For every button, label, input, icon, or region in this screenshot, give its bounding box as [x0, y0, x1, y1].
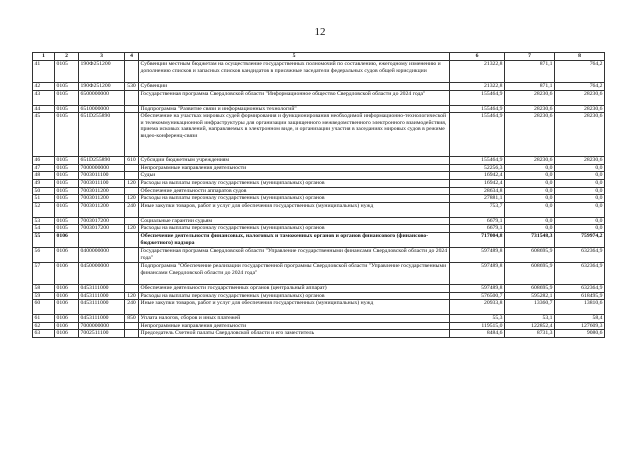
target-code: 7003011100	[79, 179, 125, 187]
amount-year-3: 632364,9	[555, 284, 605, 292]
amount-year-1: 8484,6	[450, 330, 505, 338]
expense-type-code: 120	[125, 292, 139, 300]
table-row	[33, 90, 605, 105]
amount-year-1: 753,7	[450, 202, 505, 217]
item-name: Непрограммные направления деятельности	[139, 164, 450, 172]
column-header: 7	[505, 53, 555, 61]
row-number: 55	[33, 232, 55, 247]
section-code: 0105	[55, 202, 79, 217]
row-number: 62	[33, 322, 55, 330]
item-name: Расходы на выплаты персоналу государственных (муниципальных) органов	[139, 292, 450, 300]
row-number: 58	[33, 284, 55, 292]
row-number: 47	[33, 164, 55, 172]
expense-type-code	[125, 187, 139, 195]
amount-year-2: 0,0	[505, 217, 555, 225]
table-row	[33, 113, 605, 157]
amount-year-2: 0,0	[505, 202, 555, 217]
section-code: 0105	[55, 90, 79, 105]
row-number: 52	[33, 202, 55, 217]
item-name: Обеспечение деятельности финансовых, налоговых и таможенных органов и органов финансового (финансово-бюджетного) надзора	[139, 232, 450, 247]
row-number: 63	[33, 330, 55, 338]
table-row	[33, 179, 605, 187]
amount-year-1: 16942,4	[450, 179, 505, 187]
column-header: 6	[450, 53, 505, 61]
amount-year-2: 28230,6	[505, 113, 555, 157]
expense-type-code	[125, 113, 139, 157]
item-name: Подпрограмма "Развитие связи и информационных технологий"	[139, 105, 450, 113]
expense-type-code: 120	[125, 195, 139, 203]
row-number: 51	[33, 195, 55, 203]
amount-year-1: 717004,8	[450, 232, 505, 247]
amount-year-1: 597489,8	[450, 284, 505, 292]
target-code: 0453111000	[79, 300, 125, 315]
item-name: Государственная программа Свердловской области "Управление государственными финансами Свердловской области до 2024 года"	[139, 247, 450, 262]
table-row	[33, 195, 605, 203]
amount-year-1: 27881,1	[450, 195, 505, 203]
row-number: 60	[33, 300, 55, 315]
amount-year-3: 127609,3	[555, 322, 605, 330]
expense-type-code: 610	[125, 157, 139, 165]
amount-year-1: 6679,1	[450, 225, 505, 233]
amount-year-1: 28634,8	[450, 187, 505, 195]
target-code: 0450000000	[79, 262, 125, 284]
amount-year-1: 155464,9	[450, 157, 505, 165]
row-number: 57	[33, 262, 55, 284]
section-code: 0106	[55, 247, 79, 262]
target-code: 7003011100	[79, 172, 125, 180]
expense-type-code: 120	[125, 225, 139, 233]
amount-year-3: 632364,9	[555, 247, 605, 262]
expense-type-code	[125, 105, 139, 113]
amount-year-1: 52256,3	[450, 164, 505, 172]
table-row	[33, 315, 605, 323]
page-number: 12	[314, 26, 326, 38]
target-code: 7002511100	[79, 330, 125, 338]
table-row	[33, 262, 605, 284]
amount-year-2: 28230,6	[505, 90, 555, 105]
row-number: 48	[33, 172, 55, 180]
row-number: 50	[33, 187, 55, 195]
amount-year-1: 20933,8	[450, 300, 505, 315]
expense-type-code	[125, 217, 139, 225]
section-code: 0106	[55, 300, 79, 315]
amount-year-3: 0,0	[555, 217, 605, 225]
section-code: 0106	[55, 292, 79, 300]
target-code: 6510000000	[79, 105, 125, 113]
row-number: 56	[33, 247, 55, 262]
amount-year-2: 0,0	[505, 187, 555, 195]
expense-type-code	[125, 172, 139, 180]
table-row	[33, 322, 605, 330]
target-code: 651D255890	[79, 157, 125, 165]
section-code: 0105	[55, 164, 79, 172]
table-row	[33, 247, 605, 262]
item-name: Иные закупки товаров, работ и услуг для обеспечения государственных (муниципальных) нужд	[139, 202, 450, 217]
amount-year-1: 119515,0	[450, 322, 505, 330]
amount-year-3: 0,0	[555, 187, 605, 195]
section-code: 0106	[55, 322, 79, 330]
target-code: 7003011200	[79, 202, 125, 217]
amount-year-3: 0,0	[555, 172, 605, 180]
amount-year-3: 0,0	[555, 195, 605, 203]
amount-year-2: 13360,7	[505, 300, 555, 315]
item-name: Подпрограмма "Обеспечение реализации государственной программы Свердловской области "Управление государственными финансами Свердловской области до 2024 года"	[139, 262, 450, 284]
target-code: 7003011200	[79, 187, 125, 195]
item-name: Субвенции местным бюджетам на осуществление государственных полномочий по составлению, ежегодному изменению и дополнению списков и запасных списков кандидатов в присяжные заседатели федеральных судов общей юрисдикции	[139, 61, 450, 83]
target-code: 7003017200	[79, 217, 125, 225]
table-row	[33, 61, 605, 83]
expense-type-code	[125, 247, 139, 262]
amount-year-1: 597489,8	[450, 262, 505, 284]
amount-year-1: 21322,8	[450, 61, 505, 83]
amount-year-2: 608695,9	[505, 284, 555, 292]
amount-year-3: 0,0	[555, 179, 605, 187]
section-code: 0106	[55, 232, 79, 247]
item-name: Непрограммные направления деятельности	[139, 322, 450, 330]
section-code: 0105	[55, 225, 79, 233]
expense-type-code: 530	[125, 83, 139, 91]
row-number: 44	[33, 105, 55, 113]
section-code: 0105	[55, 172, 79, 180]
expense-type-code: 120	[125, 179, 139, 187]
amount-year-3: 0,0	[555, 202, 605, 217]
table-row	[33, 172, 605, 180]
row-number: 45	[33, 113, 55, 157]
amount-year-2: 608695,9	[505, 262, 555, 284]
table-row	[33, 232, 605, 247]
target-code: 190Ф251200	[79, 83, 125, 91]
section-code: 0106	[55, 330, 79, 338]
amount-year-2: 731548,3	[505, 232, 555, 247]
item-name: Субсидии бюджетным учреждениям	[139, 157, 450, 165]
target-code: 0453111000	[79, 292, 125, 300]
budget-table	[32, 52, 605, 338]
table-row	[33, 330, 605, 338]
table-row	[33, 292, 605, 300]
row-number: 42	[33, 83, 55, 91]
expense-type-code	[125, 284, 139, 292]
item-name: Социальные гарантии судьям	[139, 217, 450, 225]
expense-type-code	[125, 330, 139, 338]
table-row	[33, 217, 605, 225]
table-row	[33, 105, 605, 113]
section-code: 0105	[55, 83, 79, 91]
amount-year-1: 155464,9	[450, 113, 505, 157]
item-name: Обеспечение деятельности аппаратов судов	[139, 187, 450, 195]
item-name: Расходы на выплаты персоналу государственных (муниципальных) органов	[139, 179, 450, 187]
target-code: 6500000000	[79, 90, 125, 105]
expense-type-code: 850	[125, 315, 139, 323]
table-row	[33, 83, 605, 91]
amount-year-2: 871,1	[505, 83, 555, 91]
expense-type-code: 240	[125, 202, 139, 217]
item-name: Расходы на выплаты персоналу государственных (муниципальных) органов	[139, 195, 450, 203]
table-row	[33, 225, 605, 233]
target-code: 0400000000	[79, 247, 125, 262]
target-code: 7000000000	[79, 164, 125, 172]
amount-year-1: 55,3	[450, 315, 505, 323]
amount-year-2: 0,0	[505, 179, 555, 187]
amount-year-3: 13810,6	[555, 300, 605, 315]
expense-type-code	[125, 164, 139, 172]
section-code: 0106	[55, 262, 79, 284]
amount-year-1: 155464,9	[450, 105, 505, 113]
item-name: Субвенции	[139, 83, 450, 91]
amount-year-3: 28230,6	[555, 105, 605, 113]
target-code: 7003011200	[79, 195, 125, 203]
amount-year-2: 28230,6	[505, 105, 555, 113]
amount-year-2: 871,1	[505, 61, 555, 83]
amount-year-1: 597489,8	[450, 247, 505, 262]
amount-year-2: 0,0	[505, 195, 555, 203]
amount-year-3: 28230,6	[555, 90, 605, 105]
expense-type-code	[125, 322, 139, 330]
item-name: Государственная программа Свердловской области "Информационное общество Свердловской области до 2024 года"	[139, 90, 450, 105]
target-code: 7000000000	[79, 322, 125, 330]
amount-year-2: 0,0	[505, 172, 555, 180]
expense-type-code	[125, 90, 139, 105]
row-number: 46	[33, 157, 55, 165]
column-header: 5	[139, 53, 450, 61]
amount-year-3: 28230,6	[555, 113, 605, 157]
section-code: 0105	[55, 187, 79, 195]
amount-year-3: 764,2	[555, 61, 605, 83]
row-number: 54	[33, 225, 55, 233]
table-row	[33, 187, 605, 195]
amount-year-3: 58,4	[555, 315, 605, 323]
amount-year-1: 16942,4	[450, 172, 505, 180]
amount-year-3: 618495,9	[555, 292, 605, 300]
target-code: 651D255890	[79, 113, 125, 157]
section-code: 0106	[55, 284, 79, 292]
section-code: 0105	[55, 61, 79, 83]
amount-year-3: 764,2	[555, 83, 605, 91]
row-number: 43	[33, 90, 55, 105]
amount-year-1: 6679,1	[450, 217, 505, 225]
table-row	[33, 300, 605, 315]
row-number: 59	[33, 292, 55, 300]
table-row	[33, 157, 605, 165]
section-code: 0105	[55, 157, 79, 165]
expense-type-code	[125, 262, 139, 284]
amount-year-2: 608695,9	[505, 247, 555, 262]
amount-year-2: 122852,4	[505, 322, 555, 330]
table-row	[33, 202, 605, 217]
table-row	[33, 164, 605, 172]
section-code: 0105	[55, 217, 79, 225]
amount-year-3: 28230,6	[555, 157, 605, 165]
target-code: 7003017200	[79, 225, 125, 233]
item-name: Судьи	[139, 172, 450, 180]
amount-year-2: 8731,3	[505, 330, 555, 338]
amount-year-2: 28230,6	[505, 157, 555, 165]
amount-year-3: 0,0	[555, 164, 605, 172]
amount-year-3: 9080,6	[555, 330, 605, 338]
amount-year-3: 759974,2	[555, 232, 605, 247]
amount-year-2: 0,0	[505, 225, 555, 233]
section-code: 0105	[55, 195, 79, 203]
header-row	[33, 53, 605, 61]
section-code: 0106	[55, 315, 79, 323]
item-name: Уплата налогов, сборов и иных платежей	[139, 315, 450, 323]
target-code: 190Ф251200	[79, 61, 125, 83]
target-code: 0453111000	[79, 284, 125, 292]
section-code: 0105	[55, 179, 79, 187]
item-name: Иные закупки товаров, работ и услуг для обеспечения государственных (муниципальных) нужд	[139, 300, 450, 315]
column-header: 8	[555, 53, 605, 61]
item-name: Обеспечение деятельности государственных органов (центральный аппарат)	[139, 284, 450, 292]
amount-year-2: 53,1	[505, 315, 555, 323]
target-code	[79, 232, 125, 247]
amount-year-1: 155464,9	[450, 90, 505, 105]
column-header: 2	[55, 53, 79, 61]
expense-type-code	[125, 61, 139, 83]
amount-year-3: 0,0	[555, 225, 605, 233]
column-header: 4	[125, 53, 139, 61]
row-number: 53	[33, 217, 55, 225]
row-number: 41	[33, 61, 55, 83]
item-name: Председатель Счетной палаты Свердловской области и его заместитель	[139, 330, 450, 338]
table-row	[33, 284, 605, 292]
row-number: 49	[33, 179, 55, 187]
amount-year-3: 632364,9	[555, 262, 605, 284]
amount-year-2: 0,0	[505, 164, 555, 172]
column-header: 3	[79, 53, 125, 61]
item-name: Расходы на выплаты персоналу государственных (муниципальных) органов	[139, 225, 450, 233]
amount-year-1: 21322,8	[450, 83, 505, 91]
row-number: 61	[33, 315, 55, 323]
expense-type-code: 240	[125, 300, 139, 315]
section-code: 0105	[55, 113, 79, 157]
column-header: 1	[33, 53, 55, 61]
expense-type-code	[125, 232, 139, 247]
amount-year-1: 576500,7	[450, 292, 505, 300]
item-name: Обеспечение на участках мировых судей формирования и функционирования необходимой информационно-технологической и телекоммуникационной инфраструктуры для организации защищенного межведомственного электронного взаимодействия, приема исковых заявлений, направляемых в электронном виде, и организации участия в заседаниях мировых судов в режиме видео-конференц-связи	[139, 113, 450, 157]
amount-year-2: 595282,1	[505, 292, 555, 300]
target-code: 0453111000	[79, 315, 125, 323]
section-code: 0105	[55, 105, 79, 113]
